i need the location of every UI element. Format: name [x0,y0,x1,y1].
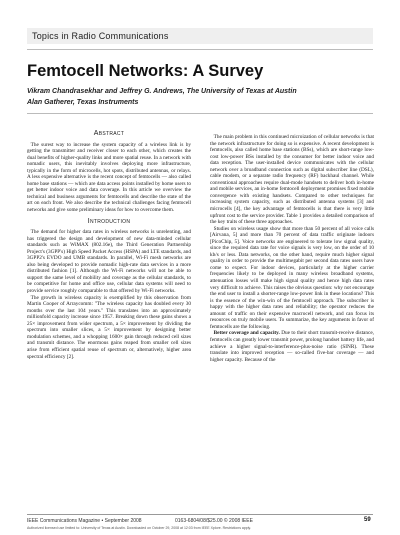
intro-paragraph-2: The growth in wireless capacity is exemplified by this observation from Martin Cooper of Arraycomm: "The wireless capacity has doubled every 30 months over the last 104 years." This translates into an approximately millionfold capacity increase since 1957. Breaking down these gains shows a 25× improvement from wider spectrum, a 5× improvement by dividing the spectrum into smaller slices, a 5× improvement by designing better modulation schemes, and a whopping 1600× gain through reduced cell sizes and transmit distance. The enormous gains reaped from smaller cell sizes arise from efficient spatial reuse of spectrum or, alternatively, higher area spectral efficiency [2]. [27,294,191,360]
article-title: Femtocell Networks: A Survey [27,62,264,80]
journal-citation: IEEE Communications Magazine • September 2008 [27,518,142,524]
right-column [210,134,374,363]
footer-rule [27,514,373,515]
abstract-heading: Abstract [93,130,125,137]
bold-lead: Better coverage and capacity. [213,330,280,337]
authors-rule [27,113,373,114]
page-number: 59 [364,517,371,523]
section-label: Topics in Radio Communications [32,31,169,41]
left-column [27,131,191,360]
abstract-text: The surest way to increase the system capacity of a wireless link is by getting the transmitter and receiver closer to each other, which creates the dual benefits of higher-quality links and more spatial reuse. In a network with nomadic users, this inevitably involves deploying more infrastructure, typically in the form of microcells, hot spots, distributed antennas, or relays. A less expensive alternative is the recent concept of femtocells — also called home base stations — which are data access points installed by home users to get better indoor voice and data coverage. In this article we overview the technical and business arguments for femtocells and describe the state of the art on each front. We also describe the technical challenges facing femtocell networks and give some preliminary ideas for how to overcome them. [27,141,191,214]
license-notice: Authorized licensed use limited to: University of Texas at Austin. Downloaded on October 29, 2008 at 12:03 from IEEE Xplore. Restrictions apply. [27,526,251,530]
copyright-notice: 0163-6804/08/$25.00 © 2008 IEEE [175,518,253,524]
intro-paragraph-1: The demand for higher data rates in wireless networks is unrelenting, and has triggered the design and development of new data-minded cellular standards such as WiMAX (802.16e), the Third Generation Partnership Project's (3GPP's) High Speed Packet Access (HSPA) and LTE standards, and 3GPP2's EVDO and UMB standards. In parallel, Wi-Fi mesh networks are also being developed to provide nomadic high-rate data services in a more distributed fashion [1]. Although the Wi-Fi networks will not be able to support the same level of mobility and coverage as the cellular standards, to be competitive for home and office use, cellular data systems will need to provide service roughly comparable to that offered by Wi-Fi networks. [27,229,191,295]
header-rule [27,49,373,50]
right-paragraph-1: The main problem in this continued microization of cellular networks is that the network infrastructure for doing so is expensive. A recent development is femtocells, also called home base stations (BSs), which are short-range low-cost low-power BSs installed by the consumer for better indoor voice and data reception. The user-installed device communicates with the cellular network over a broadband connection such as digital subscriber line (DSL), cable modem, or a separate radio frequency (RF) backhaul channel. While conventional approaches require dual-mode handsets to deliver both in-home and mobile services, an in-home femtocell deployment promises fixed mobile convergence with existing handsets. Compared to other techniques for increasing system capacity, such as distributed antenna systems [3] and microcells [4], the key advantage of femtocells is that there is very little upfront cost to the service provider. Table 1 provides a detailed comparison of the key traits of these three approaches. [210,134,374,226]
right-paragraph-2: Studies on wireless usage show that more than 50 percent of all voice calls [Airvana, 5] and more than 70 percent of data traffic originate indoors [PicoChip, 5]. Voice networks are engineered to tolerate low signal quality, since the required data rate for voice signals is very low, on the order of 10 kb/s or less. Data networks, on the other hand, require much higher signal quality in order to provide the multimegabit per second data rates users have come to expect. For indoor devices, particularly at the higher carrier frequencies likely to be deployed in many wireless broadband systems, attenuation losses will make high signal quality and hence high data rates very difficult to achieve. This raises the obvious question: why not encourage the end user to install a shorter-range low-power link in these locations? This is the essence of the win-win of the femtocell approach. The subscriber is happy with the higher data rates and reliability; the operator reduces the amount of traffic on their expensive macrocell network, and can focus its resources on truly mobile users. To summarize, the key arguments in favor of femtocells are the following. [210,225,374,330]
authors-line-1: Vikram Chandrasekhar and Jeffrey G. Andrews, The University of Texas at Austin [27,88,297,95]
introduction-heading: Introduction [87,217,131,225]
right-paragraph-3-text: Due to their short transmit-receive distance, femtocells can greatly lower transmit power, prolong handset battery life, and achieve a higher signal-to-interference-plus-noise ratio (SINR). These translate into improved reception — so-called five-bar coverage — and higher capacity. Because of the [210,330,374,363]
right-paragraph-3 [210,330,374,363]
authors-line-2: Alan Gatherer, Texas Instruments [27,99,139,106]
